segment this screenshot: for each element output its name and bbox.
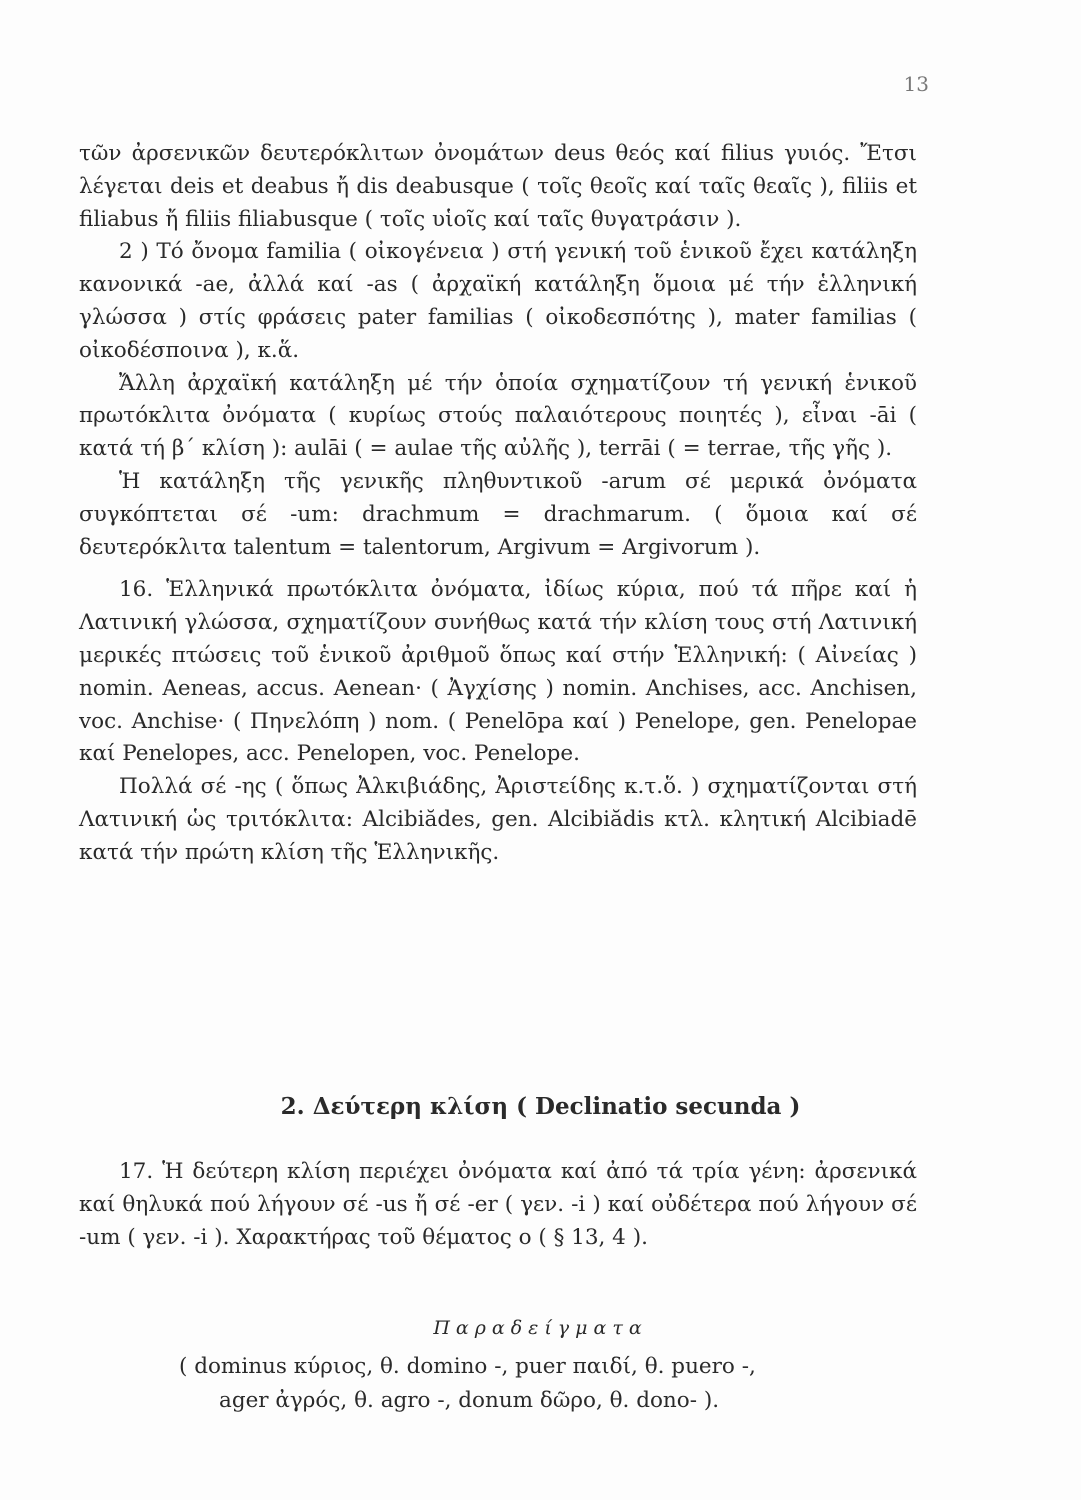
paragraph-genitive-plural: Ἡ κατάληξη τῆς γενικῆς πληθυντικοῦ -arum σέ μερικά ὀνόματα συγκόπτεται σέ -um: drachmum = drachmarum. ( ὅμοια καί σέ δευτερόκλιτα talentum = talentorum, Argivum = Argivorum ). (79, 468, 917, 560)
paragraph-17: 17. Ἡ δεύτερη κλίση περιέχει ὀνόματα καί ἀπό τά τρία γένη: ἀρσενικά καί θηλυκά πού λήγουν σέ -us ἤ σέ -er ( γεν. -i ) καί οὐδέτερα πού λήγουν σέ -um ( γεν. -i ). Χαρακτήρας τοῦ θέματος o ( § 13, 4 ). (79, 1159, 917, 1250)
paragraph-continuation: τῶν ἀρσενικῶν δευτερόκλιτων ὀνομάτων deus θεός καί filius γυιός. Ἔτσι λέγεται deis et deabus ἤ dis deabusque ( τοῖς θεοῖς καί ταῖς θεαῖς ), filiis et filiabus ἤ filiis filiabusque ( τοῖς υἱοῖς καί ταῖς θυγατράσιν ). (79, 141, 917, 232)
body-text (79, 138, 917, 870)
paragraph-alcibiades: Πολλά σέ -ης ( ὅπως Ἀλκιβιάδης, Ἀριστείδης κ.τ.ὅ. ) σχηματίζονται στή Λατινική ὡς τριτόκλιτα: Alcibiădes, gen. Alcibiădis κτλ. κλητική Alcibiadē κατά τήν πρώτη κλίση τῆς Ἑλληνικῆς. (79, 774, 917, 865)
examples-line-2: ager ἀγρός, θ. agro -, donum δῶρο, θ. dono- ). (219, 1388, 720, 1413)
examples-line-1: ( dominus κύριος, θ. domino -, puer παιδί, θ. puero -, (179, 1354, 756, 1379)
paragraph-familia: 2 ) Τό ὄνομα familia ( οἰκογένεια ) στή γενική τοῦ ἑνικοῦ ἔχει κατάληξη κανονικά -ae, ἀλλά καί -as ( ἀρχαϊκή κατάληξη ὅμοια μέ τήν ἑλληνική γλώσσα ) στίς φράσεις pater familias ( οἰκοδεσπότης ), mater familias ( οἰκοδέσποινα ), κ.ἅ. (79, 239, 917, 363)
page-number: 13 (903, 72, 929, 96)
paragraph-16: 16. Ἑλληνικά πρωτόκλιτα ὀνόματα, ἰδίως κύρια, πού τά πῆρε καί ἡ Λατινική γλώσσα, σχηματίζουν συνήθως κατά τήν κλίση τους στή Λατινική μερικές πτώσεις τοῦ ἑνικοῦ ἀριθμοῦ ὅπως καί στήν Ἑλληνική: ( Αἰνείας ) nomin. Aeneas, accus. Aenean· ( Ἀγχίσης ) nomin. Anchises, acc. Anchisen, voc. Anchise· ( Πηνελόπη ) nom. ( Penelōpa καί ) Penelope, gen. Penelopae καί Penelopes, acc. Penelopen, voc. Penelope. (79, 577, 917, 767)
section-heading: 2. Δεύτερη κλίση ( Declinatio secunda ) (280, 1093, 801, 1120)
examples-title: Παραδείγματα (433, 1317, 648, 1339)
paragraph-17-block (79, 1155, 917, 1254)
examples-block (79, 1350, 917, 1418)
paragraph-archaic-ending: Ἄλλη ἀρχαϊκή κατάληξη μέ τήν ὁποία σχηματίζουν τή γενική ἑνικοῦ πρωτόκλιτα ὀνόματα ( κυρίως στούς παλαιότερους ποιητές ), εἶναι -āi ( κατά τή β΄ κλίση ): aulāi ( = aulae τῆς αὐλῆς ), terrāi ( = terrae, τῆς γῆς ). (79, 370, 917, 462)
